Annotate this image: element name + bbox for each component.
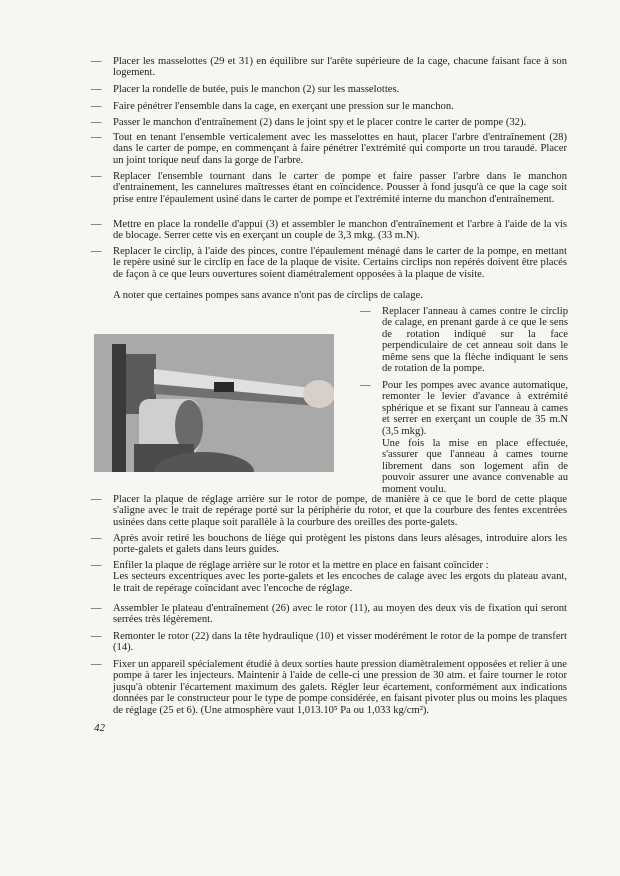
dash: —: [91, 631, 102, 642]
item-text: Après avoir retiré les bouchons de liège qui protègent les pistons dans leurs alésages, introduire alors les porte-galets et galets dans leurs guides.: [113, 533, 567, 556]
dash: —: [91, 56, 102, 67]
item-text: Placer les masselottes (29 et 31) en équilibre sur l'arête supérieure de la cage, chacune faisant face à son logement.: [113, 56, 567, 79]
item-text: Passer le manchon d'entraînement (2) dans le joint spy et le placer contre le carter de pompe (32).: [113, 117, 527, 128]
dash: —: [91, 659, 102, 670]
instruction-item: [91, 659, 567, 716]
page-number: 42: [94, 722, 105, 734]
item-text: Tout en tenant l'ensemble verticalement avec les masselottes en haut, placer l'arbre d'entraînement (28) dans le carter de pompe, en commençant à faire pénétrer l'extrémité qui comporte un trou taraudé. Placer un joint torique neuf dans la gorge de l'arbre.: [113, 132, 567, 166]
dash: —: [91, 84, 102, 95]
dash: —: [91, 246, 102, 257]
item-text: Replacer le circlip, à l'aide des pinces, contre l'épaulement ménagé dans le carter de la pompe, en mettant le repère usiné sur le circlip en face de la plaque de visite. Certains circlips non repérés doivent être placés de façon à ce que leurs ouvertures soient diamétralement opposées à la plaque de visite.: [113, 246, 567, 280]
item-text: Replacer l'ensemble tournant dans le carter de pompe et faire passer l'arbre dans le manchon d'entrainement, les cannelures maîtresses étant en coïncidence. Pousser à fond jusqu'à ce que la cage soit prise entre l'épaulement usiné dans le carter de pompe et l'extrémité interne du manchon d'entraînement.: [113, 171, 567, 205]
instruction-item: [91, 56, 567, 79]
item-subtext: Les secteurs excentriques avec les porte-galets et les encoches de calage avec les ergots du plateau avant, le trait de repérage coïncidant avec l'encoche de réglage.: [113, 571, 567, 594]
item-text: Remonter le rotor (22) dans la tête hydraulique (10) et visser modérément le rotor de la pompe de transfert (14).: [113, 631, 567, 654]
dash: —: [360, 306, 371, 317]
instruction-item: [360, 380, 568, 437]
dash: —: [91, 117, 102, 128]
item-text: Replacer l'anneau à cames contre le circlip de calage, en prenant garde à ce que le sens de rotation indiqué sur la face perpendiculaire de cet anneau soit dans le même sens que la flèche indiquant le sens de rotation de la pompe.: [382, 306, 568, 375]
instruction-item: [91, 84, 567, 95]
dash: —: [91, 132, 102, 143]
item-text: Enfiler la plaque de réglage arrière sur le rotor et la mettre en place en faisant coïncider :: [113, 560, 489, 571]
instruction-item: [91, 246, 567, 280]
item-text: Fixer un appareil spécialement étudié à deux sorties haute pression diamètralement opposées et relier à une pompe à tarer les injecteurs. Maintenir à l'aide de celle-ci une pression de 30 atm. et faire tourner le rotor jusqu'à obtenir l'écartement maximum des galets. Régler leur écartement, conformément aux indications données par le constructeur pour le type de pompe considérée, en faisant pivoter plus ou moins les plaques de réglage (25 et 6). (Une atmosphère vaut 1,013.10⁵ Pa ou 1,033 kg/cm²).: [113, 659, 567, 716]
instruction-item: [91, 132, 567, 166]
paragraph: Une fois la mise en place effectuée, s'assurer que l'anneau à cames tourne librement dans son logement afin de pouvoir assurer une avance convenable au moment voulu.: [382, 438, 568, 495]
photo-torque-wrench: [94, 334, 334, 472]
item-text: Placer la plaque de réglage arrière sur le rotor de pompe, de manière à ce que le bord de cette plaque s'aligne avec le trait de repérage porté sur la périphérie du rotor, et que la courbure des fentes excentrées usinées dans cette plaque soit parallèle à la courbure des oreilles des porte-galets.: [113, 494, 567, 528]
note: A noter que certaines pompes sans avance n'ont pas de circlips de calage.: [113, 290, 423, 301]
instruction-item: [91, 494, 567, 528]
item-text: Placer la rondelle de butée, puis le manchon (2) sur les masselottes.: [113, 84, 400, 95]
dash: —: [360, 380, 371, 391]
instruction-item: [91, 101, 567, 112]
instruction-item: [91, 533, 567, 556]
dash: —: [91, 171, 102, 182]
instruction-item: [91, 603, 567, 626]
instruction-item: [360, 306, 568, 375]
item-text: Faire pénétrer l'ensemble dans la cage, en exerçant une pression sur le manchon.: [113, 101, 454, 112]
instruction-item: [91, 631, 567, 654]
dash: —: [91, 560, 102, 571]
instruction-item: [91, 560, 567, 594]
dash: —: [91, 101, 102, 112]
dash: —: [91, 494, 102, 505]
dash: —: [91, 219, 102, 230]
instruction-item: [91, 219, 567, 242]
item-text: Assembler le plateau d'entraînement (26) avec le rotor (11), au moyen des deux vis de fixation qui seront serrées très légèrement.: [113, 603, 567, 626]
instruction-item: [91, 171, 567, 205]
dash: —: [91, 603, 102, 614]
dash: —: [91, 533, 102, 544]
item-text: Mettre en place la rondelle d'appui (3) et assembler le manchon d'entraînement et l'arbre à l'aide de la vis de blocage. Serrer cette vis en exerçant un couple de 3,3 mkg. (33 m.N).: [113, 219, 567, 242]
item-text: Pour les pompes avec avance automatique, remonter le levier d'avance à extrémité sphérique et se fixant sur l'anneau à cames et serrer en exerçant un couple de 35 m.N (3,5 mkg).: [382, 380, 568, 437]
instruction-item: [91, 117, 567, 128]
